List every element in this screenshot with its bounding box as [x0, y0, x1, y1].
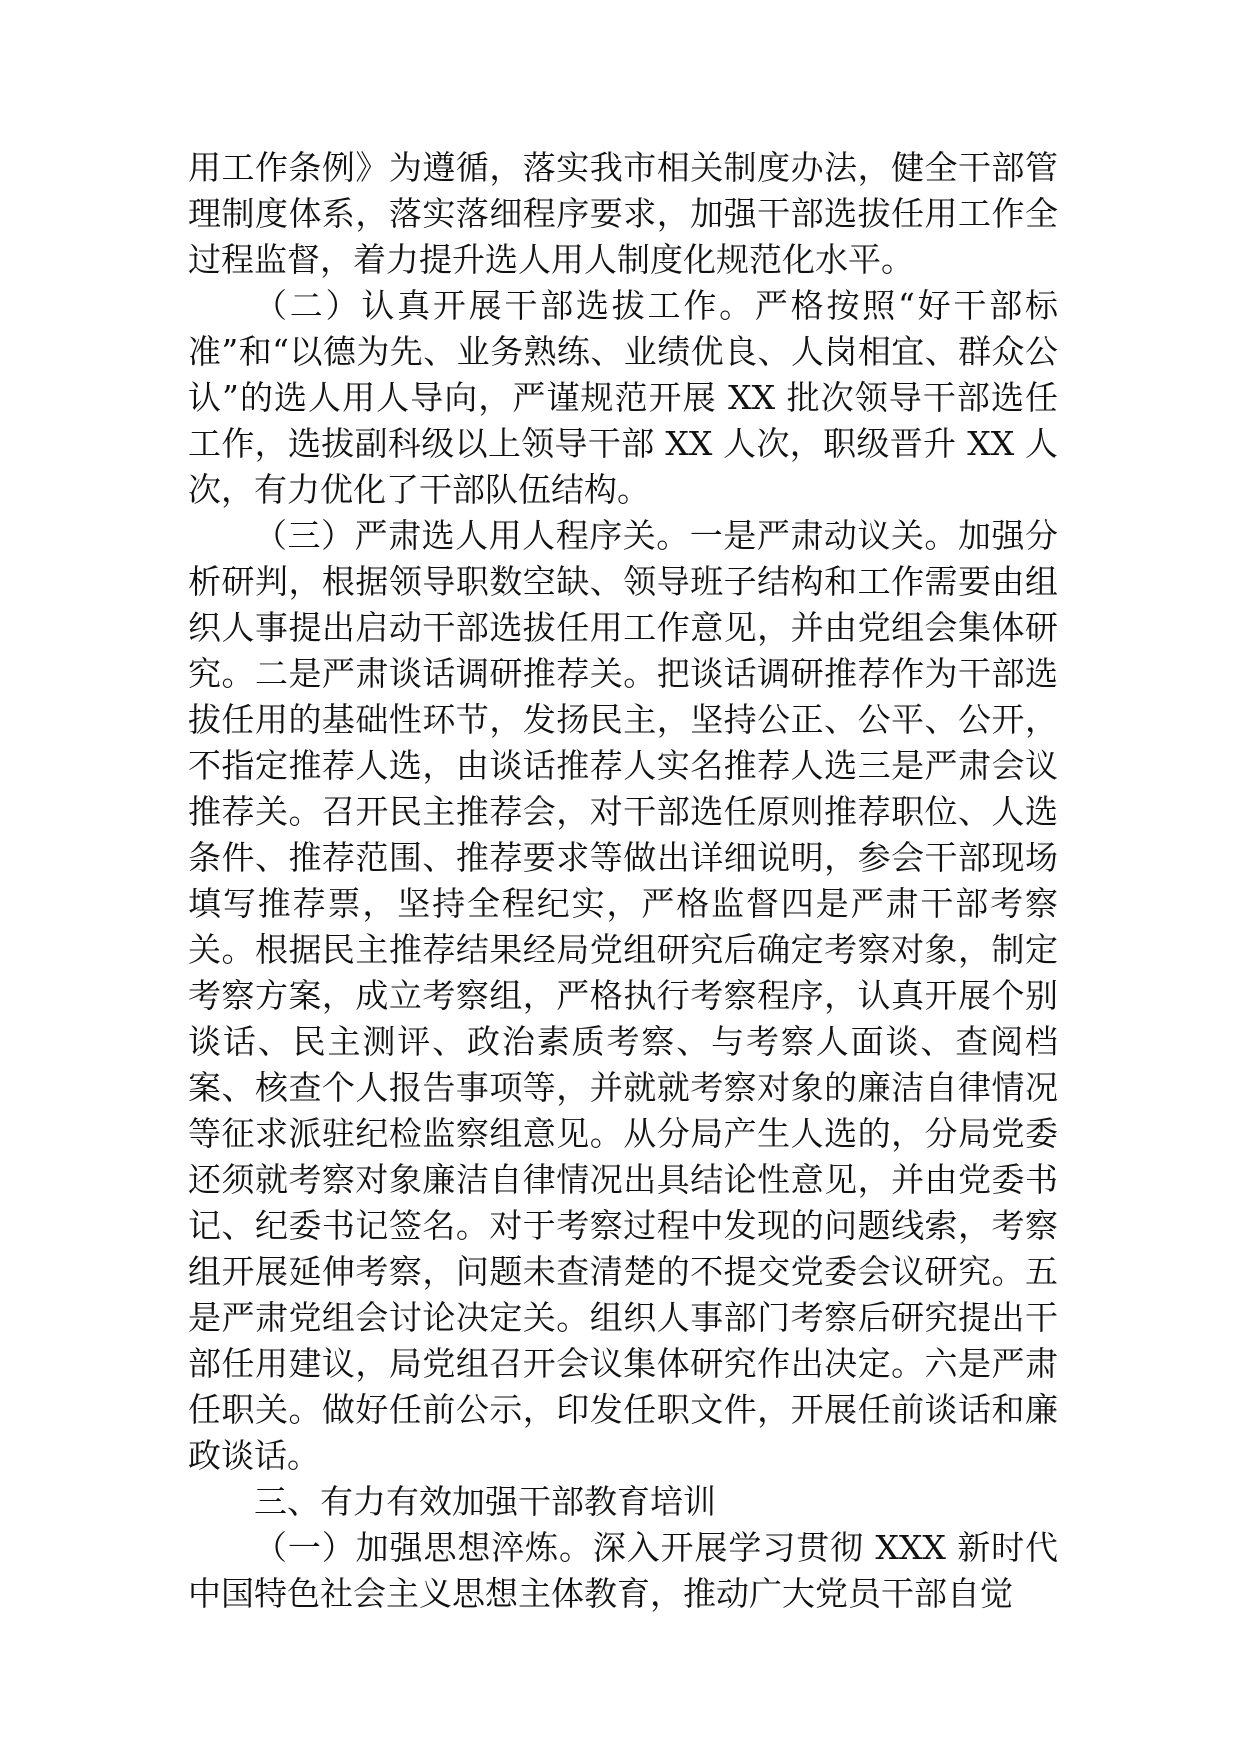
paragraph-cadre-selection: （二）认真开展干部选拔工作。严格按照“好干部标准”和“以德为先、业务熟练、业绩优良、人岗相宜、群众公认”的选人用人导向，严谨规范开展 XX 批次领导干部选任工作，选拔副科级以上领导干部 XX 人次，职级晋升 XX 人次，有力优化了干部队伍结构。 — [188, 286, 1058, 509]
document-body — [188, 145, 1058, 1617]
paragraph-selection-procedure: （三）严肃选人用人程序关。一是严肃动议关。加强分析研判，根据领导职数空缺、领导班子结构和工作需要由组织人事提出启动干部选拔任用工作意见，并由党组会集体研究。二是严肃谈话调研推荐关。把谈话调研推荐作为干部选拔任用的基础性环节，发扬民主，坚持公正、公平、公开，不指定推荐人选，由谈话推荐人实名推荐人选三是严肃会议推荐关。召开民主推荐会，对干部选任原则推荐职位、人选条件、推荐范围、推荐要求等做出详细说明，参会干部现场填写推荐票，坚持全程纪实，严格监督四是严肃干部考察关。根据民主推荐结果经局党组研究后确定考察对象，制定考察方案，成立考察组，严格执行考察程序，认真开展个别谈话、民主测评、政治素质考察、与考察人面谈、查阅档案、核查个人报告事项等，并就就考察对象的廉洁自律情况等征求派驻纪检监察组意见。从分局产生人选的，分局党委还须就考察对象廉洁自律情况出具结论性意见，并由党委书记、纪委书记签名。对于考察过程中发现的问题线索，考察组开展延伸考察，问题未查清楚的不提交党委会议研究。五是严肃党组会讨论决定关。组织人事部门考察后研究提出干部任用建议，局党组召开会议集体研究作出决定。六是严肃任职关。做好任前公示，印发任职文件，开展任前谈话和廉政谈话。 — [188, 516, 1058, 1475]
section-heading: 三、有力有效加强干部教育培训 — [254, 1482, 716, 1521]
paragraph-ideological-training: （一）加强思想淬炼。深入开展学习贯彻 XXX 新时代中国特色社会主义思想主体教育，推动广大党员干部自觉 — [188, 1528, 1058, 1613]
paragraph-continued: 用工作条例》为遵循，落实我市相关制度办法，健全干部管理制度体系，落实落细程序要求，加强干部选拔任用工作全过程监督，着力提升选人用人制度化规范化水平。 — [188, 148, 1058, 279]
